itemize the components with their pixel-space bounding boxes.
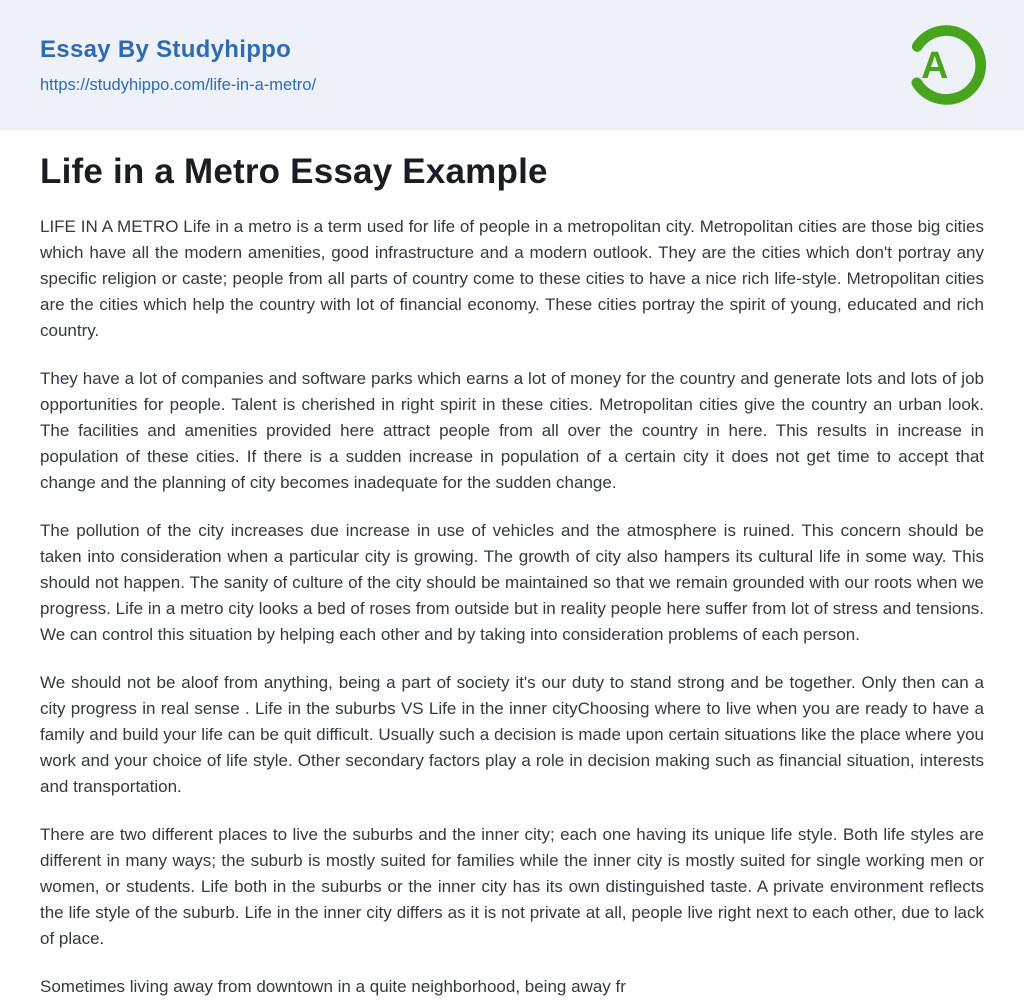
article-content <box>0 130 1024 1000</box>
essay-url-link[interactable]: https://studyhippo.com/life-in-a-metro/ <box>40 75 317 94</box>
header-text-block <box>40 36 316 95</box>
page-header <box>0 0 1024 130</box>
essay-paragraph: LIFE IN A METRO Life in a metro is a term used for life of people in a metropolitan city. Metropolitan cities are those big cities which have all the modern amenities, good infrastructure and a modern outlook. They are the cities which don't portray any specific religion or caste; people from all parts of country come to these cities to have a nice rich life-style. Metropolitan cities are the cities which help the country with lot of financial economy. These cities portray the spirit of young, educated and rich country. <box>40 217 984 340</box>
essay-paragraph-truncated: Sometimes living away from downtown in a quite neighborhood, being away fr <box>40 977 626 996</box>
essay-paragraph: There are two different places to live the suburbs and the inner city; each one having its unique life style. Both life styles are different in many ways; the suburb is mostly suited for families while the inner city is mostly suited for single working men or women, or students. Life both in the suburbs or the inner city has its own distinguished taste. A private environment reflects the life style of the suburb. Life in the inner city differs as it is not private at all, people live right next to each other, due to lack of place. <box>40 825 984 948</box>
logo-letter: A <box>921 44 949 87</box>
essay-paragraph: We should not be aloof from anything, being a part of society it's our duty to stand strong and be together. Only then can a city progress in real sense . Life in the suburbs VS Life in the inner cityChoosing where to live when you are ready to have a family and build your life can be quit difficult. Usually such a decision is made upon certain situations like the place where you work and your choice of life style. Other secondary factors play a role in decision making such as financial situation, interests and transportation. <box>40 673 984 796</box>
studyhippo-logo-icon <box>902 20 984 110</box>
essay-paragraph: They have a lot of companies and software parks which earns a lot of money for the country and generate lots and lots of job opportunities for people. Talent is cherished in right spirit in these cities. Metropolitan cities give the country an urban look. The facilities and amenities provided here attract people from all over the country in here. This results in increase in population of these cities. If there is a sudden increase in population of a certain city it does not get time to accept that change and the planning of city becomes inadequate for the sudden change. <box>40 369 984 492</box>
essay-paragraph: The pollution of the city increases due increase in use of vehicles and the atmosphere is ruined. This concern should be taken into consideration when a particular city is growing. The growth of city also hampers its cultural life in some way. This should not happen. The sanity of culture of the city should be maintained so that we remain grounded with our roots when we progress. Life in a metro city looks a bed of roses from outside but in reality people here suffer from lot of stress and tensions. We can control this situation by helping each other and by taking into consideration problems of each person. <box>40 521 984 644</box>
site-title: Essay By Studyhippo <box>40 35 292 63</box>
page-title: Life in a Metro Essay Example <box>40 152 548 191</box>
